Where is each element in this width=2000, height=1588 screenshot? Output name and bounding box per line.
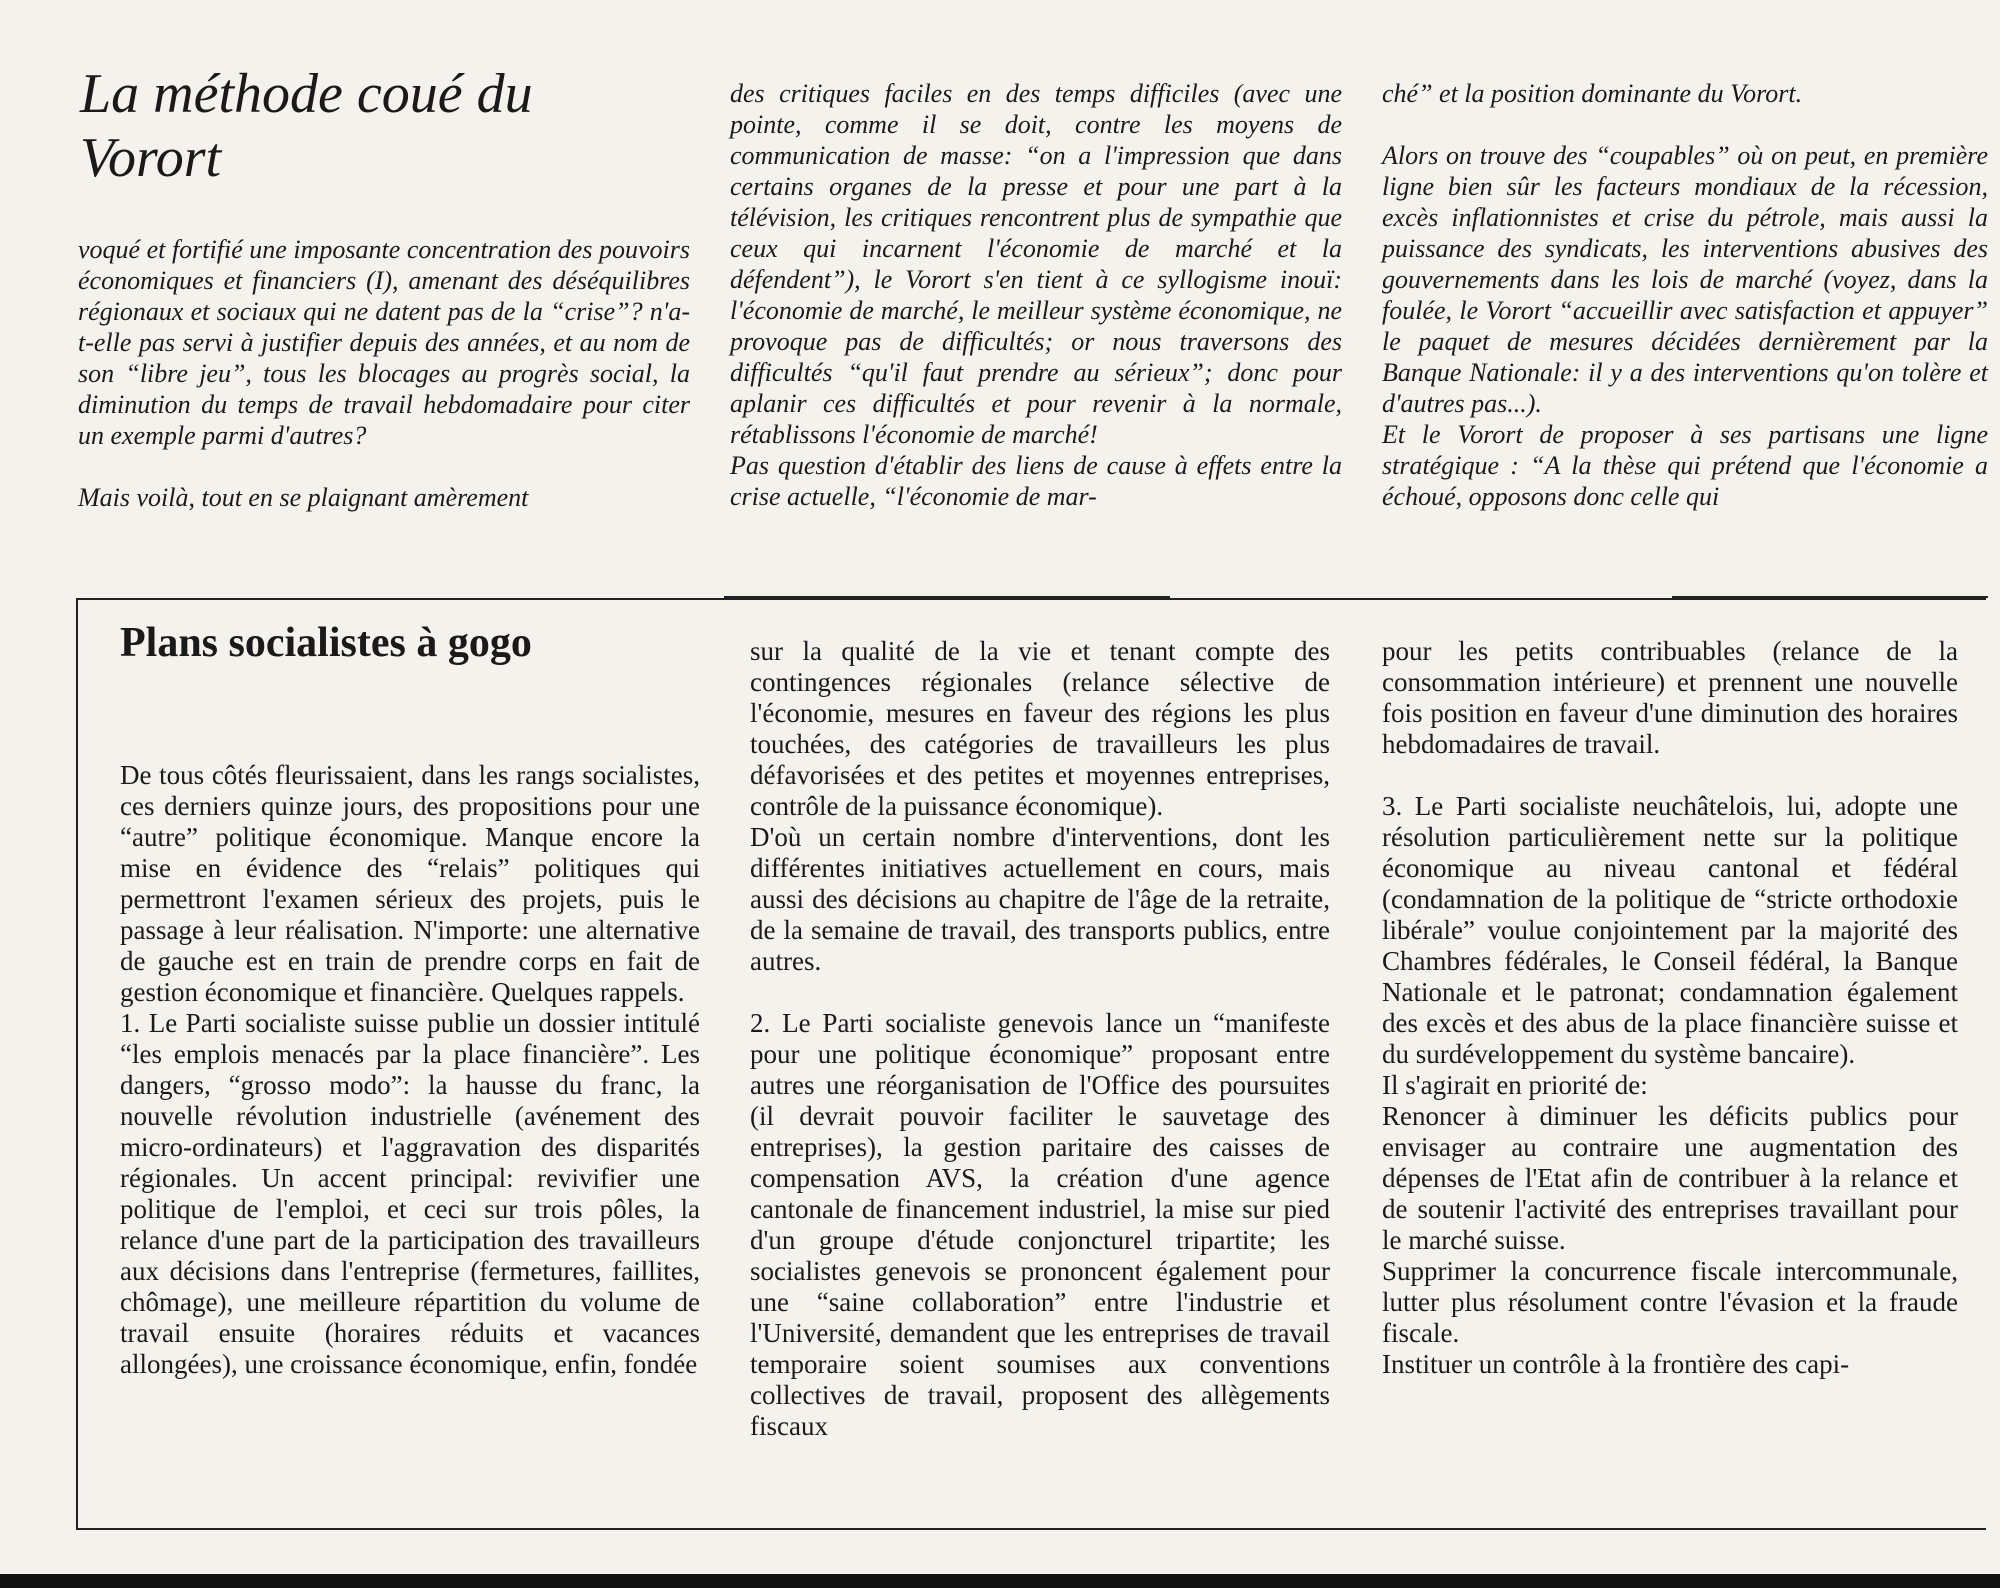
paragraph: pour les petits contribuables (relance de la consommation intérieure) et prennent une nouvelle fois position en faveur d'une diminution des horaires hebdomadaires de travail. [1382, 636, 1958, 759]
paragraph: D'où un certain nombre d'interventions, dont les différentes initiatives actuellement en cours, mais aussi des décisions au chapitre de l'âge de la retraite, de la semaine de travail, des transports publics, entre autres. [750, 822, 1330, 976]
paragraph: Renoncer à diminuer les déficits publics pour envisager au contraire une augmentation des dépenses de l'Etat afin de contribuer à la relance et de soutenir l'activité des entreprises travaillant pour le marché suisse. [1382, 1101, 1958, 1255]
box-column-3 [1382, 636, 1958, 1380]
paragraph: Supprimer la concurrence fiscale intercommunale, lutter plus résolument contre l'évasion et la fraude fiscale. [1382, 1256, 1958, 1348]
top-column-3 [1382, 78, 1988, 512]
paragraph: Pas question d'établir des liens de cause à effets entre la crise actuelle, “l'économie de mar- [730, 451, 1342, 511]
paragraph: 1. Le Parti socialiste suisse publie un dossier intitulé “les emplois menacés par la place financière”. Les dangers, “grosso modo”: la hausse du franc, la nouvelle révolution industrielle (avénement des micro-ordinateurs) et l'aggravation des disparités régionales. Un accent principal: revivifier une politique de l'emploi, et ceci sur trois pôles, la relance d'une part de la participation des travailleurs aux décisions dans l'entreprise (fermetures, faillites, chômage), une meilleure répartition du volume de travail ensuite (horaires réduits et vacances allongées), une croissance économique, enfin, fondée [120, 1008, 700, 1379]
paragraph: Instituer un contrôle à la frontière des capi- [1382, 1349, 1850, 1379]
paragraph: Mais voilà, tout en se plaignant amèrement [78, 483, 529, 512]
paragraph: 2. Le Parti socialiste genevois lance un “manifeste pour une politique économique” proposant entre autres une réorganisation de l'Office des poursuites (il devrait pouvoir faciliter le sauvetage des entreprises), la gestion paritaire des caisses de compensation AVS, la création d'une agence cantonale de financement industriel, la mise sur pied d'un groupe d'étude conjoncturel tripartite; les socialistes genevois se prononcent également pour une “saine collaboration” entre l'industrie et l'Université, demandent que les entreprises de travail temporaire soient soumises aux conventions collectives de travail, proposent des allègements fiscaux [750, 1008, 1330, 1441]
paragraph: 3. Le Parti socialiste neuchâtelois, lui, adopte une résolution particulièrement nette sur la politique économique au niveau cantonal et fédéral (condamnation de la politique de “stricte orthodoxie libérale” voulue conjointement par la majorité des Chambres fédérales, le Conseil fédéral, la Banque Nationale et le patronat; condamnation également des excès et des abus de la place financière suisse et du surdéveloppement du système bancaire). [1382, 791, 1958, 1069]
paragraph: Il s'agirait en priorité de: [1382, 1070, 1648, 1100]
page-edge [0, 1574, 2000, 1588]
paragraph: De tous côtés fleurissaient, dans les rangs socialistes, ces derniers quinze jours, des propositions pour une “autre” politique économique. Manque encore la mise en évidence des “relais” politiques qui permettront l'examen sérieux des projets, puis le passage à leur réalisation. N'importe: une alternative de gauche est en train de prendre corps en fait de gestion économique et financière. Quelques rappels. [120, 760, 700, 1007]
top-column-2 [730, 78, 1342, 512]
paragraph: sur la qualité de la vie et tenant compte des contingences régionales (relance sélective de l'économie, mesures en faveur des régions les plus touchées, des catégories de travailleurs les plus défavorisées et des petites et moyennes entreprises, contrôle de la puissance économique). [750, 636, 1330, 821]
paragraph: Et le Vorort de proposer à ses partisans une ligne stratégique : “A la thèse qui prétend que l'économie a échoué, opposons donc celle qui [1382, 420, 1988, 511]
paragraph: ché” et la position dominante du Vorort. [1382, 79, 1803, 108]
top-column-1 [78, 234, 690, 513]
box-column-1 [120, 760, 700, 1380]
box-title: Plans socialistes à gogo [120, 620, 532, 666]
paragraph: voqué et fortifié une imposante concentration des pouvoirs économiques et financiers (I), amenant des déséquilibres régionaux et sociaux qui ne datent pas de la “crise”? n'a-t-elle pas servi à justifier depuis des années, et au nom de son “libre jeu”, tous les blocages au progrès social, la diminution du temps de travail hebdomadaire pour citer un exemple parmi d'autres? [78, 235, 690, 450]
paragraph: Alors on trouve des “coupables” où on peut, en première ligne bien sûr les facteurs mondiaux de la récession, excès inflationnistes et crise du pétrole, mais aussi la puissance des syndicats, les interventions abusives des gouvernements dans les lois de marché (voyez, dans la foulée, le Vorort “accueillir avec satisfaction et appuyer” le paquet de mesures décidées dernièrement par la Banque Nationale: il y a des interventions qu'on tolère et d'autres pas...). [1382, 141, 1988, 418]
article-headline: La méthode coué du Vorort [80, 63, 533, 189]
paragraph: des critiques faciles en des temps difficiles (avec une pointe, comme il se doit, contre les moyens de communication de masse: “on a l'impression que dans certains organes de la presse et pour une part à la télévision, les critiques rencontrent plus de sympathie que ceux qui incarnent l'économie de marché et la défendent”), le Vorort s'en tient à ce syllogisme inouï: l'économie de marché, le meilleur système économique, ne provoque pas de difficultés; or nous traversons des difficultés “qu'il faut prendre au sérieux”; donc pour aplanir ces difficultés et pour revenir à la normale, rétablissons l'économie de marché! [730, 79, 1342, 449]
box-column-2 [750, 636, 1330, 1442]
